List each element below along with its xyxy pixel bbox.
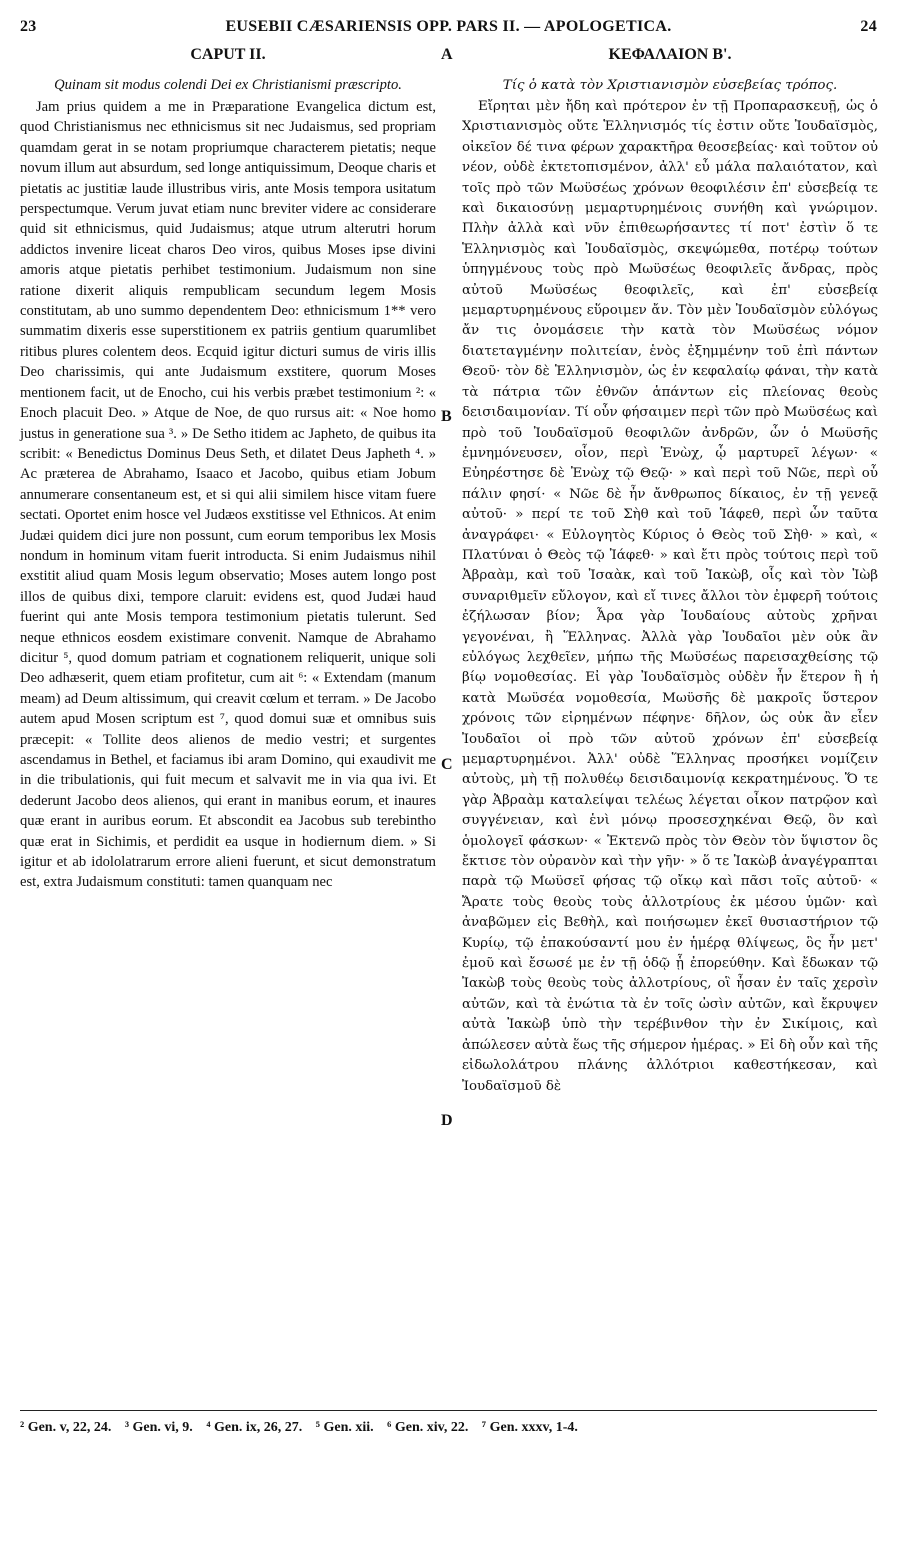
- footnote-3: ³ Gen. vi, 9.: [124, 1420, 193, 1435]
- latin-column: [20, 76, 436, 893]
- greek-chapter-heading: Τίς ὁ κατὰ τὸν Χριστιανισμὸν εὐσεβείας τρόπος.: [502, 78, 838, 93]
- footnote-4: ⁴ Gen. ix, 26, 27.: [206, 1420, 303, 1435]
- greek-chapter-title: ΚΕΦΑΛΑΙΟΝ Β'.: [608, 46, 732, 63]
- margin-letter-b: B: [441, 408, 452, 425]
- page-number-left: 23: [20, 18, 37, 35]
- footnote-2: ² Gen. v, 22, 24.: [20, 1420, 112, 1435]
- footnotes: [20, 1418, 877, 1437]
- greek-body-text: Εἴρηται μὲν ἤδη καὶ πρότερον ἐν τῇ Προπαρασκευῇ, ὡς ὁ Χριστιανισμὸς οὔτε Ἑλληνισμός τίς ἐστιν οὔτε Ἰουδαϊσμὸς, οἰκεῖον δέ τινα φέρων χαρακτῆρα θεοσεβείας· καὶ τοῦτον οὐ νέον, οὐδὲ ἐκτετοπισμένον, ἀλλ' εὖ μάλα παλαιότατον, καὶ τοῖς πρὸ τῶν Μωϋσέως χρόνων θεοφιλέσιν ἐπ' εὐσεβείᾳ τε καὶ δικαιοσύνῃ μεμαρτυρημένοις συνήθη καὶ γνώριμον. Πλὴν ἀλλὰ καὶ νῦν ἐπιθεωρήσαντες τί ποτ' ἐστὶν ὅ τε Ἑλληνισμὸς καὶ Ἰουδαϊσμὸς, σκεψώμεθα, ποτέρῳ τούτων ὑπηγμένους τοὺς πρὸ Μωϋσέως θεοφιλεῖς ἄνδρας, πρὸς αὐτοῦ Μωϋσέως θεοφιλεῖς, καὶ ἐπ' εὐσεβείᾳ μεμαρτυρημένους εὕροιμεν ἄν. Τὸν μὲν Ἰουδαϊσμὸν εὐλόγως ἄν τις ὀνομάσειε τὴν κατὰ τὸν Μωϋσέως νόμον διατεταγμένην πολιτείαν, ἑνὸς ἐξημμένην τοῦ ἐπὶ πάντων Θεοῦ· τὸν δὲ Ἑλληνισμὸν, ὡς ἐν κεφαλαίῳ φάναι, τὴν κατὰ τὰ πάτρια τῶν ἐθνῶν ἁπάντων εἰς πλείονας θεοὺς δεισιδαιμονίαν. Τί οὖν φήσαιμεν περὶ τῶν πρὸ Μωϋσέως καὶ πρὸ τοῦ Ἰουδαϊσμοῦ θεοφιλῶν ἀνδρῶν, ὧν ὁ Μωϋσῆς ἐμνημόνευσεν, οἷον, περὶ Ἐνὼχ, ᾧ μαρτυρεῖ λέγων· « Εὐηρέστησε δὲ Ἐνὼχ τῷ Θεῷ· » καὶ περὶ τοῦ Νῶε, περὶ οὗ πάλιν φησί· « Νῶε δὲ ἦν ἄνθρωπος δίκαιος, ἐν τῇ γενεᾷ αὐτοῦ· » περί τε τοῦ Σὴθ καὶ τοῦ Ἰάφεθ, περὶ ὧν ταῦτα ἀναγράφει· « Εὐλογητὸς Κύριος ὁ Θεὸς τοῦ Σὴθ· » καὶ, « Πλατύναι ὁ Θεὸς τῷ Ἰάφεθ· » καὶ ἔτι πρὸς τούτοις περὶ τοῦ Ἀβραὰμ, καὶ τοῦ Ἰσαὰκ, καὶ τοῦ Ἰακὼβ, οἷς καὶ τὸν Ἰὼβ συναριθμεῖν εὔλογον, καὶ εἴ τινες ἄλλοι τὸν ἐμφερῆ τούτοις ἐζήλωσαν βίον; Ἆρα γὰρ Ἰουδαίους αὐτοὺς χρῆναι γεγονέναι, ἢ Ἕλληνας. Ἀλλὰ γὰρ Ἰουδαῖοι μὲν οὐκ ἂν εὐλόγως λεχθεῖεν, μήπω τῆς Μωϋσέως παρεισαχθείσης τῷ βίῳ νομοθεσίας. Εἰ γὰρ Ἰουδαϊσμὸς οὐδὲν ἦν ἕτερον ἢ ἡ κατὰ Μωϋσέα νομοθεσία, Μωϋσῆς δὲ μακροῖς ὕστερον χρόνοις τῶν εἰρημένων πέφηνε· δῆλον, ὡς οὐκ ἂν εἶεν Ἰουδαῖοι οἱ πρὸ τῶν αὐτοῦ χρόνων ἐπ' εὐσεβείᾳ μεμαρτυρημένοι. Ἀλλ' οὐδὲ Ἕλληνας προσήκει νομίζειν αὐτοὺς, μὴ τῇ πολυθέῳ δεισιδαιμονίᾳ κεκρατημένους. Ὅ τε γὰρ Ἀβραὰμ καταλείψαι τελέως λέγεται οἶκον πατρῷον καὶ συγγένειαν, καὶ ἑνὶ μόνῳ προσεσχηκέναι Θεῷ, ὃν καὶ ὁμολογεῖ φάσκων· « Ἐκτενῶ πρὸς τὸν Θεὸν τὸν ὕψιστον ὃς ἔκτισε τὸν οὐρανὸν καὶ τὴν γῆν· » ὅ τε Ἰακὼβ ἀναγέγραπται παρὰ τῷ Μωϋσεῖ φήσας τῷ οἴκῳ καὶ πᾶσι τοῖς αὐτοῦ· « Ἄρατε τοὺς θεοὺς τοὺς ἀλλοτρίους ἐκ μέσου ὑμῶν· καὶ ἀναβῶμεν εἰς Βεθὴλ, καὶ ποιήσωμεν ἐκεῖ θυσιαστήριον τῷ Κυρίῳ, τῷ ἐπακούσαντί μου ἐν ἡμέρᾳ θλίψεως, ὃς ἦν μετ' ἐμοῦ καὶ ἔσωσέ με ἐν τῇ ὁδῷ ᾗ ἐπορεύθην. Καὶ ἔδωκαν τῷ Ἰακὼβ τοὺς θεοὺς τοὺς ἀλλοτρίους, οἳ ἦσαν ἐν ταῖς χερσὶν αὐτῶν, καὶ τὰ ἐνώτια τὰ ἐν τοῖς ὠσὶν αὐτῶν, καὶ ἔκρυψεν αὐτὰ Ἰακὼβ ὑπὸ τὴν τερέβινθον τὴν ἐν Σικίμοις, καὶ ἀπώλεσεν αὐτὰ ἕως τῆς σήμερον ἡμέρας. » Εἰ δὴ οὖν καὶ τῆς εἰδωλολάτρου πλάνης ἀλλότριοι καθεστήκεσαν, καὶ Ἰουδαϊσμοῦ δὲ: [462, 99, 878, 1094]
- latin-chapter-heading: Quinam sit modus colendi Dei ex Christianismi præscripto.: [54, 77, 402, 93]
- margin-letter-c: C: [441, 756, 453, 773]
- latin-chapter-title: CAPUT II.: [190, 46, 266, 63]
- footnote-5: ⁵ Gen. xii.: [315, 1420, 374, 1435]
- greek-column: [462, 76, 878, 1097]
- running-head: [20, 18, 877, 40]
- latin-body-text: Jam prius quidem a me in Præparatione Evangelica dictum est, quod Christianismus nec ethnicismus sit nec Judaismus, sed propriam quamdam gerat in se notam propriumque characterem pietatis; neque novum illum aut absurdum, sed longe antiquissimum, Deoque charis et pietatis ac justitiæ laude illustribus viris, ante Mosis tempora usitatum perspectumque. Verum juvat etiam nunc breviter videre ac considerare quid sit ethnicismus, quid Judaismus; atque utrum alterutri horum addictos invenire liceat charos Deo viros, quibus Moses ipse divini amoris atque pietatis perhibet testimonium. Judaismum non sine ratione dixerit aliquis rempublicam secundum legem Mosis constitutam, ab uno summo dependentem Deo: ethnicismum 1** vero summatim dixeris esse superstitionem ex patriis gentium quarumlibet ritibus plures colentem deos. Ecquid igitur dicturi sumus de viris illis Deo charissimis, qui ante Judaismum exstitere, quorum Moses mentionem facit, ut de Enocho, cui his verbis præbet testimonium ²: « Enoch placuit Deo. » Atque de Noe, de quo rursus ait: « Noe homo justus in generatione sua ³. » De Setho itidem ac Japheto, de quibus ita scribit: « Benedictus Dominus Deus Seth, et dilatet Deus Japheth ⁴. » Ac præterea de Abrahamo, Isaaco et Jacobo, quibus etiam Jobum annumerare consentaneum est, et si qui alii similem hisce vitam fuere sectati. Oportet enim hosce vel Judæos exstitisse vel Ethnicos. At enim Judæi quidem dici jure non possunt, cum eorum temporibus lex Mosis nondum in hominum vitam fuerit introducta. Si enim Judaismus nihil exstitit aliud quam Mosis legum observatio; Moses autem longo post illos de quibus dixi, tempore claruit: evidens est, quod Judæi haud fuerint qui ante Mosis tempora testimonium pietatis tulerunt. Sed neque ethnicos eosdem existimare convenit. Namque de Abrahamo dicitur ⁵, quod domum patriam et cognationem reliquerit, unique soli Deo adhæserit, quem etiam profitetur, cum ait ⁶: « Extendam (manum meam) ad Deum altissimum, qui creavit cœlum et terram. » De Jacobo autem apud Mosen scriptum est ⁷, quod domui suæ et omnibus suis præcepit: « Tollite deos alienos de medio vestri; et surgentes ascendamus in Bethel, et faciamus ibi aram Domino, qui exaudivit me in die tribulationis, qui fuit mecum et salvavit me in via qua ivi. Et dederunt Jacobo deos alienos, qui erant in manibus eorum, et inaures quæ erant in auribus eorum. Et abscondit ea Jacobus sub terebintho quæ erat in Sichimis, et perdidit ea usque in hodiernum diem. » Si igitur et ab idololatrarum errore alieni fuerunt, et sicut demonstratum est, extra Judaismum constituti: tamen quanquam nec: [20, 99, 436, 891]
- running-title: EUSEBII CÆSARIENSIS OPP. PARS II. — APOLOGETICA.: [225, 18, 672, 35]
- margin-letter-a: A: [441, 46, 453, 63]
- footnote-6: ⁶ Gen. xiv, 22.: [387, 1420, 469, 1435]
- footnote-rule: [20, 1410, 877, 1411]
- page-number-right: 24: [860, 18, 877, 35]
- footnote-7: ⁷ Gen. xxxv, 1-4.: [481, 1420, 578, 1435]
- margin-letter-d: D: [441, 1112, 453, 1129]
